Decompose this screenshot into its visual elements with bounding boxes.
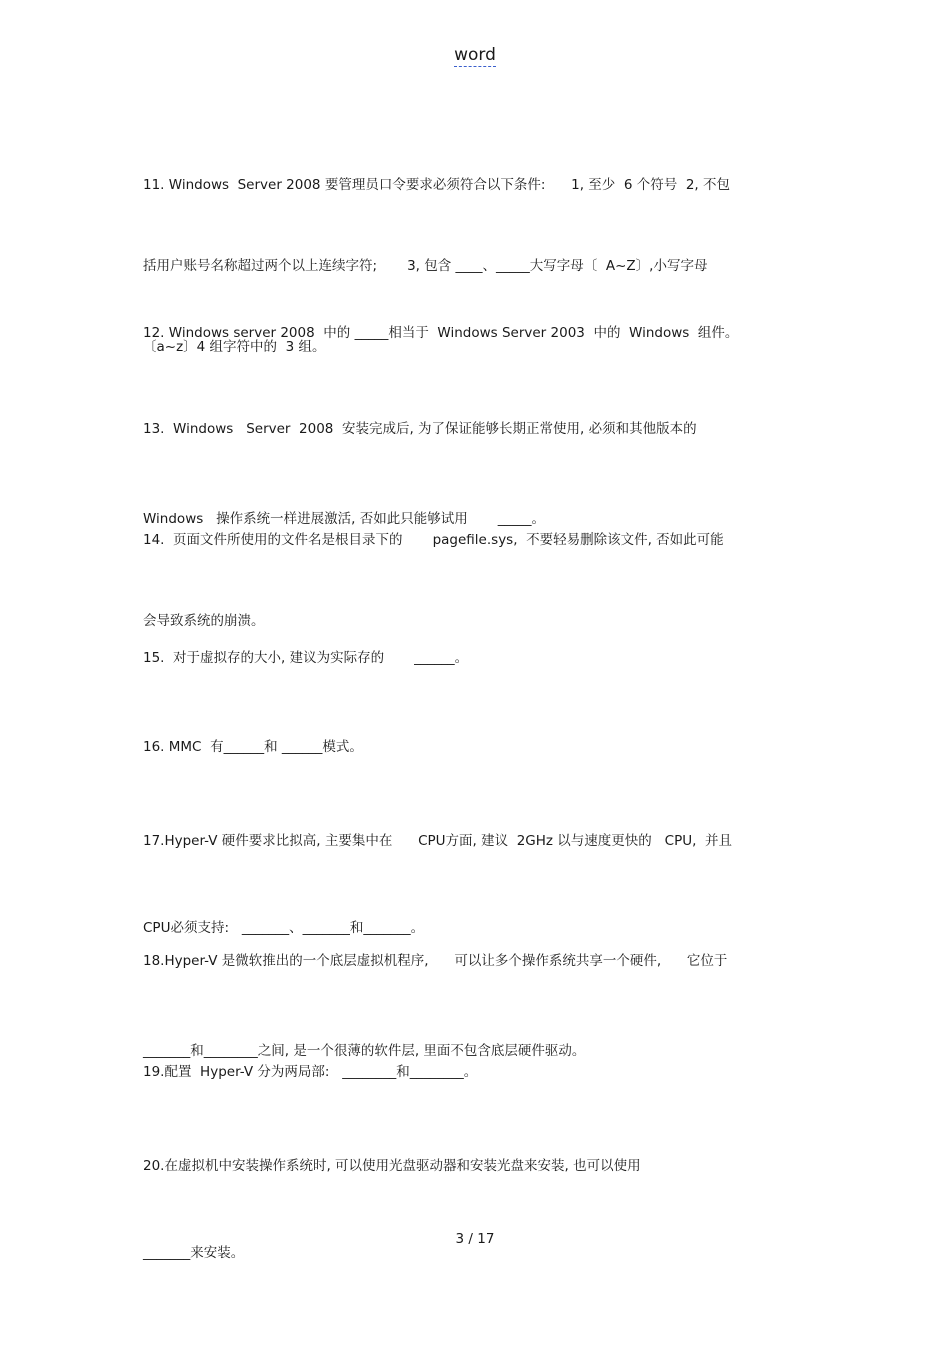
question-20 [143, 1094, 805, 1297]
page-number: 3 / 17 [455, 1231, 495, 1247]
question-line: 12. Windows server 2008 中的 _____相当于 Windows Server 2003 中的 Windows 组件。 [143, 325, 739, 341]
question-line: 16. MMC 有______和 ______模式。 [143, 739, 363, 755]
question-line: 13. Windows Server 2008 安装完成后, 为了保证能够长期正常使用, 必须和其他版本的 [143, 421, 697, 437]
question-line: 括用户账号名称超过两个以上连续字符; 3, 包含 ____、_____大写字母〔 A~Z〕,小写字母 [143, 258, 708, 274]
question-line: 17.Hyper-V 硬件要求比拟高, 主要集中在 CPU方面, 建议 2GHz 以与速度更快的 CPU, 并且 [143, 833, 732, 849]
question-line: _______来安装。 [143, 1245, 245, 1261]
question-line: 19.配置 Hyper-V 分为两局部: ________和________。 [143, 1064, 478, 1080]
page-header [0, 44, 950, 66]
question-line: Windows 操作系统一样进展激活, 否如此只能够试用 _____。 [143, 511, 546, 527]
header-title: word [454, 45, 496, 65]
question-line: 15. 对于虚拟存的大小, 建议为实际存的 ______。 [143, 650, 469, 666]
question-line: 20.在虚拟机中安装操作系统时, 可以使用光盘驱动器和安装光盘来安装, 也可以使用 [143, 1158, 641, 1174]
question-line: 14. 页面文件所使用的文件名是根目录下的 pagefile.sys, 不要轻易删除该文件, 否如此可能 [143, 532, 724, 548]
question-line: _______和________之间, 是一个很薄的软件层, 里面不包含底层硬件驱动。 [143, 1043, 586, 1059]
question-line: 18.Hyper-V 是微软推出的一个底层虚拟机程序, 可以让多个操作系统共享一个硬件, 它位于 [143, 953, 728, 969]
question-line: CPU必须支持: _______、_______和_______。 [143, 920, 425, 936]
question-line: 会导致系统的崩溃。 [143, 613, 265, 629]
question-line: 11. Windows Server 2008 要管理员口令要求必须符合以下条件: 1, 至少 6 个符号 2, 不包 [143, 177, 730, 193]
question-line: 〔a~z〕4 组字符中的 3 组。 [143, 339, 326, 355]
